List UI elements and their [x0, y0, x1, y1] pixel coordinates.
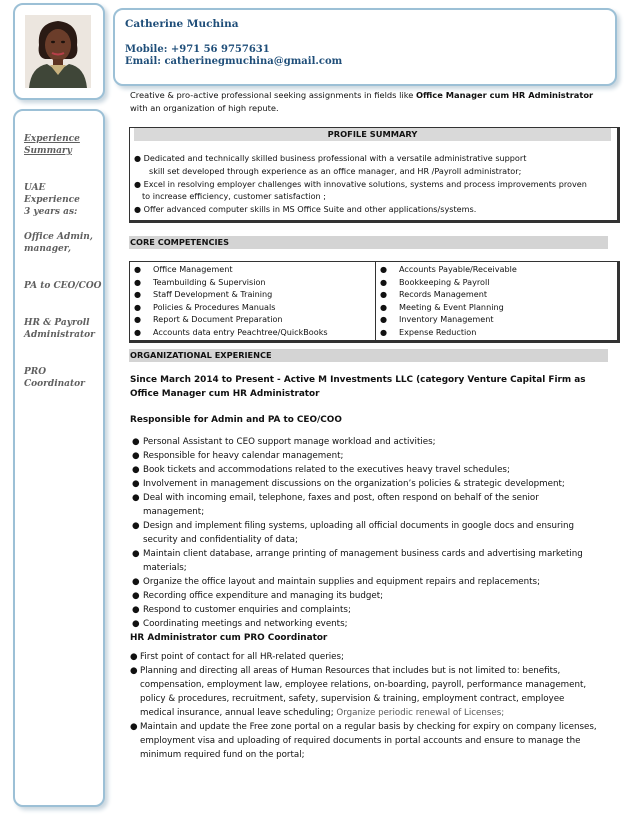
- sidebar: [13, 109, 105, 807]
- competency: Teambuilding & Supervision: [153, 276, 266, 287]
- list-item: [130, 301, 374, 314]
- bullet-icon: ●: [132, 619, 140, 629]
- list-item: [130, 276, 374, 289]
- list-item: [130, 519, 600, 547]
- email-address: Email: catherinegmuchina@gmail.com: [125, 56, 343, 67]
- sidebar-item-office-admin: [24, 231, 102, 255]
- sidebar-line: Administrator: [24, 330, 95, 340]
- sidebar-item-pa-ceo: [24, 280, 102, 292]
- bullet-icon: ●: [134, 326, 142, 337]
- duty: Organize the office layout and maintain supplies and equipment repairs and replacements;: [143, 577, 541, 587]
- competency: Meeting & Event Planning: [399, 301, 504, 312]
- objective-statement: [130, 89, 605, 115]
- bullet-icon: ●: [380, 314, 388, 325]
- profile-line: ● Offer advanced computer skills in MS Office Suite and other applications/systems.: [134, 204, 477, 215]
- duty: Responsible for heavy calendar management;: [143, 451, 344, 461]
- duty: Book tickets and accommodations related to the executives heavy travel schedules;: [143, 465, 510, 475]
- competency: Report & Document Preparation: [153, 314, 283, 325]
- hr-duty: First point of contact for all HR-related queries;: [140, 652, 344, 662]
- bullet-icon: ●: [132, 605, 140, 615]
- duty: Maintain client database, arrange printing of management business cards and advertising marketing materials;: [143, 549, 583, 573]
- sidebar-line: UAE Experience: [24, 183, 80, 205]
- sidebar-line: Office Admin,: [24, 232, 93, 242]
- list-item: [130, 720, 600, 762]
- sidebar-line: Experience: [24, 134, 80, 144]
- profile-line: ● Dedicated and technically skilled business professional with a versatile administrative support: [134, 153, 527, 163]
- list-item: [130, 664, 600, 720]
- intro-bold-role: Office Manager cum HR Administrator: [415, 90, 594, 100]
- bullet-icon: ●: [134, 276, 142, 287]
- hr-role-heading: HR Administrator cum PRO Coordinator: [130, 633, 328, 643]
- duty: Deal with incoming email, telephone, faxes and post, often respond on behalf of the senior management;: [143, 493, 539, 517]
- competency: Accounts data entry Peachtree/QuickBooks: [153, 326, 328, 337]
- bullet-icon: ●: [130, 652, 138, 662]
- sidebar-item-uae-experience: [24, 182, 102, 218]
- bullet-icon: ●: [130, 722, 138, 732]
- intro-text: Creative & pro-active professional seeking assignments in fields like: [130, 90, 416, 100]
- portrait-image: [25, 15, 91, 88]
- list-item: [376, 326, 614, 339]
- list-item: [130, 491, 600, 519]
- bullet-icon: ●: [132, 521, 140, 531]
- sidebar-line: manager,: [24, 244, 71, 254]
- hr-duty: Maintain and update the Free zone portal on a regular basis by checking for expiry on company licenses, employment visa and uploading of required documents in portal accounts and ensure to manage the minimum required fund on the portal;: [140, 722, 597, 760]
- list-item: [376, 313, 614, 326]
- mobile-number: Mobile: +971 56 9757631: [125, 44, 270, 55]
- core-competencies-heading: CORE COMPETENCIES: [129, 236, 608, 249]
- sidebar-item-experience-summary: [24, 133, 102, 157]
- responsibilities-heading: Responsible for Admin and PA to CEO/COO: [130, 415, 342, 425]
- sidebar-item-pro-coordinator: [24, 366, 102, 390]
- competency: Bookkeeping & Payroll: [399, 276, 490, 287]
- list-item: [130, 617, 600, 631]
- competency: Staff Development & Training: [153, 289, 273, 300]
- duty: Involvement in management discussions on the organization’s policies & strategic development;: [143, 479, 565, 489]
- list-item: [130, 263, 374, 276]
- contact-header: [113, 8, 617, 86]
- duty: Personal Assistant to CEO support manage workload and activities;: [143, 437, 436, 447]
- bullet-icon: ●: [132, 437, 140, 447]
- competency: Expense Reduction: [399, 326, 477, 337]
- job-title: [130, 373, 600, 401]
- organizational-experience-heading: ORGANIZATIONAL EXPERIENCE: [129, 349, 608, 362]
- competencies-table: [129, 261, 620, 343]
- list-item: [130, 650, 600, 664]
- profile-photo: [25, 15, 91, 88]
- candidate-name: Catherine Muchina: [125, 18, 239, 30]
- list-item: [130, 547, 600, 575]
- list-item: [130, 603, 600, 617]
- hr-duty-muted: Organize periodic renewal of Licenses;: [336, 708, 505, 718]
- job-title-line: Office Manager cum HR Administrator: [130, 389, 320, 399]
- profile-summary-box: [129, 127, 620, 223]
- list-item: [376, 301, 614, 314]
- competencies-left-column: [130, 263, 374, 339]
- bullet-icon: ●: [134, 301, 142, 312]
- bullet-icon: ●: [132, 577, 140, 587]
- bullet-icon: ●: [380, 326, 388, 337]
- duty: Design and implement filing systems, uploading all official documents in google docs and ensuring security and confidentiality of data;: [143, 521, 574, 545]
- bullet-icon: ●: [134, 289, 142, 300]
- bullet-icon: ●: [380, 301, 388, 312]
- bullet-icon: ●: [132, 591, 140, 601]
- duties-list: [130, 435, 600, 631]
- list-item: [130, 477, 600, 491]
- list-item: [130, 435, 600, 449]
- competency: Accounts Payable/Receivable: [399, 264, 517, 274]
- list-item: [130, 463, 600, 477]
- intro-text-end: with an organization of high repute.: [130, 103, 279, 113]
- duty: Respond to customer enquiries and complaints;: [143, 605, 351, 615]
- list-item: [376, 288, 614, 301]
- list-item: [376, 263, 614, 276]
- hr-duty: Planning and directing all areas of Human Resources that includes but is not limited to: benefits, compensation, employment law, employee relations, on-boarding, payroll, performance management, policy & procedures, recruitment, safety, supervision & training, employment contract, employee medical insurance, annual leave scheduling;: [140, 666, 587, 718]
- sidebar-line: Summary: [24, 146, 72, 156]
- profile-summary-list: [134, 152, 612, 216]
- bullet-icon: ●: [130, 666, 138, 676]
- competencies-right-column: [376, 263, 614, 339]
- hr-duties-list: [130, 650, 600, 762]
- competency: Office Management: [153, 264, 233, 274]
- job-title-line: Since March 2014 to Present - Active M Investments LLC (category Venture Capital Firm as: [130, 375, 586, 385]
- bullet-icon: ●: [132, 479, 140, 489]
- photo-frame: [13, 3, 105, 100]
- bullet-icon: ●: [132, 549, 140, 559]
- duty: Coordinating meetings and networking events;: [143, 619, 348, 629]
- profile-summary-heading: PROFILE SUMMARY: [134, 128, 611, 141]
- bullet-icon: ●: [380, 289, 388, 300]
- bullet-icon: ●: [132, 493, 140, 503]
- sidebar-line: PRO Coordinator: [24, 367, 85, 389]
- bullet-icon: ●: [380, 264, 388, 274]
- bullet-icon: ●: [134, 264, 142, 274]
- competency: Records Management: [399, 289, 488, 300]
- list-item: [130, 589, 600, 603]
- list-item: [130, 313, 374, 326]
- sidebar-line: PA to CEO/COO: [24, 281, 102, 291]
- list-item: [130, 288, 374, 301]
- profile-line: to increase efficiency, customer satisfaction ;: [142, 191, 326, 202]
- sidebar-line: HR & Payroll: [24, 318, 90, 328]
- bullet-icon: ●: [134, 314, 142, 325]
- list-item: [130, 326, 374, 339]
- profile-line: ● Excel in resolving employer challenges with innovative solutions, systems and process improvements proven: [134, 178, 587, 189]
- sidebar-line: 3 years as:: [24, 207, 78, 217]
- bullet-icon: ●: [132, 465, 140, 475]
- bullet-icon: ●: [380, 276, 388, 287]
- competency: Inventory Management: [399, 314, 494, 325]
- list-item: [130, 449, 600, 463]
- competency: Policies & Procedures Manuals: [153, 301, 276, 312]
- profile-line: skill set developed through experience as an office manager, and HR /Payroll administrator;: [149, 165, 522, 176]
- bullet-icon: ●: [132, 451, 140, 461]
- list-item: [130, 575, 600, 589]
- list-item: [376, 276, 614, 289]
- sidebar-item-hr-payroll: [24, 317, 102, 341]
- duty: Recording office expenditure and managing its budget;: [143, 591, 384, 601]
